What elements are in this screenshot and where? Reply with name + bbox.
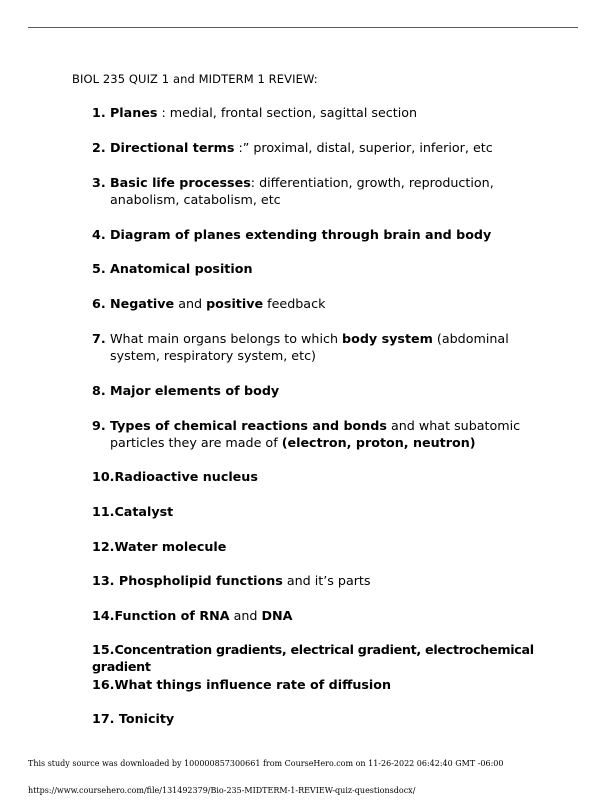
document-title: BIOL 235 QUIZ 1 and MIDTERM 1 REVIEW: [72, 72, 318, 86]
item-number: 16. [92, 677, 115, 692]
item-number: 4. [92, 227, 106, 242]
item-text: What main organs belongs to which [110, 331, 343, 346]
list-item [92, 572, 532, 589]
item-text: and it’s parts [282, 573, 371, 588]
item-text: and what subatomic particles they are made of [110, 418, 521, 450]
item-bold-text: Planes [110, 105, 158, 120]
list-item [92, 417, 532, 451]
item-number: 7. [92, 331, 106, 346]
item-bold-text: Tonicity [114, 711, 175, 726]
item-bold-text: Anatomical position [110, 261, 253, 276]
item-text: and [229, 608, 262, 623]
item-bold-text: Types of chemical reactions and bonds [110, 418, 387, 433]
list-item [92, 538, 532, 555]
download-source-notice: This study source was downloaded by 100000857300661 from CourseHero.com on 11-26-2022 06:42:40 GMT -06:00 [28, 759, 504, 768]
item-number: 9. [92, 418, 106, 433]
item-bold-text: Radioactive nucleus [114, 469, 258, 484]
item-number: 8. [92, 383, 106, 398]
item-bold-text: Function of RNA [114, 608, 230, 623]
item-bold-text: Water molecule [114, 539, 227, 554]
item-bold-text: (electron, proton, neutron) [281, 435, 476, 450]
list-item [92, 139, 532, 156]
item-bold-text: Negative [110, 296, 175, 311]
item-bold-text: Concentration gradients, electrical gradient, electrochemical gradient [92, 642, 534, 674]
item-bold-text: Phospholipid functions [114, 573, 283, 588]
item-bold-text: Basic life processes [110, 175, 251, 190]
list-item [92, 104, 532, 121]
item-bold-text: DNA [261, 608, 293, 623]
item-text: : medial, frontal section, sagittal section [157, 105, 418, 120]
item-bold-text: positive [206, 296, 264, 311]
item-text: (abdominal system, respiratory system, etc) [110, 331, 509, 363]
item-number: 5. [92, 261, 106, 276]
list-item [92, 226, 532, 243]
item-text: feedback [263, 296, 326, 311]
list-item [92, 676, 532, 693]
list-item [92, 503, 532, 520]
item-number: 6. [92, 296, 106, 311]
list-item [92, 641, 562, 675]
item-text: :” proximal, distal, superior, inferior, etc [234, 140, 493, 155]
item-number: 17. [92, 711, 115, 726]
item-number: 2. [92, 140, 106, 155]
source-url: https://www.coursehero.com/file/131492379/Bio-235-MIDTERM-1-REVIEW-quiz-questionsdocx/ [28, 786, 416, 795]
item-bold-text: Directional terms [110, 140, 235, 155]
item-number: 15. [92, 642, 115, 657]
item-bold-text: Catalyst [114, 504, 174, 519]
item-bold-text: Diagram of planes extending through brain and body [110, 227, 492, 242]
item-number: 12. [92, 539, 115, 554]
list-item [92, 468, 532, 485]
item-number: 13. [92, 573, 115, 588]
list-item [92, 260, 532, 277]
item-number: 1. [92, 105, 106, 120]
item-number: 3. [92, 175, 106, 190]
list-item [92, 295, 532, 312]
list-item [92, 382, 532, 399]
item-number: 14. [92, 608, 115, 623]
item-text: : differentiation, growth, reproduction, anabolism, catabolism, etc [110, 175, 494, 207]
list-item [92, 330, 532, 364]
item-bold-text: What things influence rate of diffusion [114, 677, 392, 692]
top-divider [28, 27, 578, 28]
item-bold-text: Major elements of body [110, 383, 280, 398]
item-number: 11. [92, 504, 115, 519]
list-item [92, 607, 532, 624]
list-item [92, 174, 532, 208]
item-text: and [174, 296, 207, 311]
list-item [92, 710, 532, 727]
item-bold-text: body system [342, 331, 433, 346]
item-number: 10. [92, 469, 115, 484]
